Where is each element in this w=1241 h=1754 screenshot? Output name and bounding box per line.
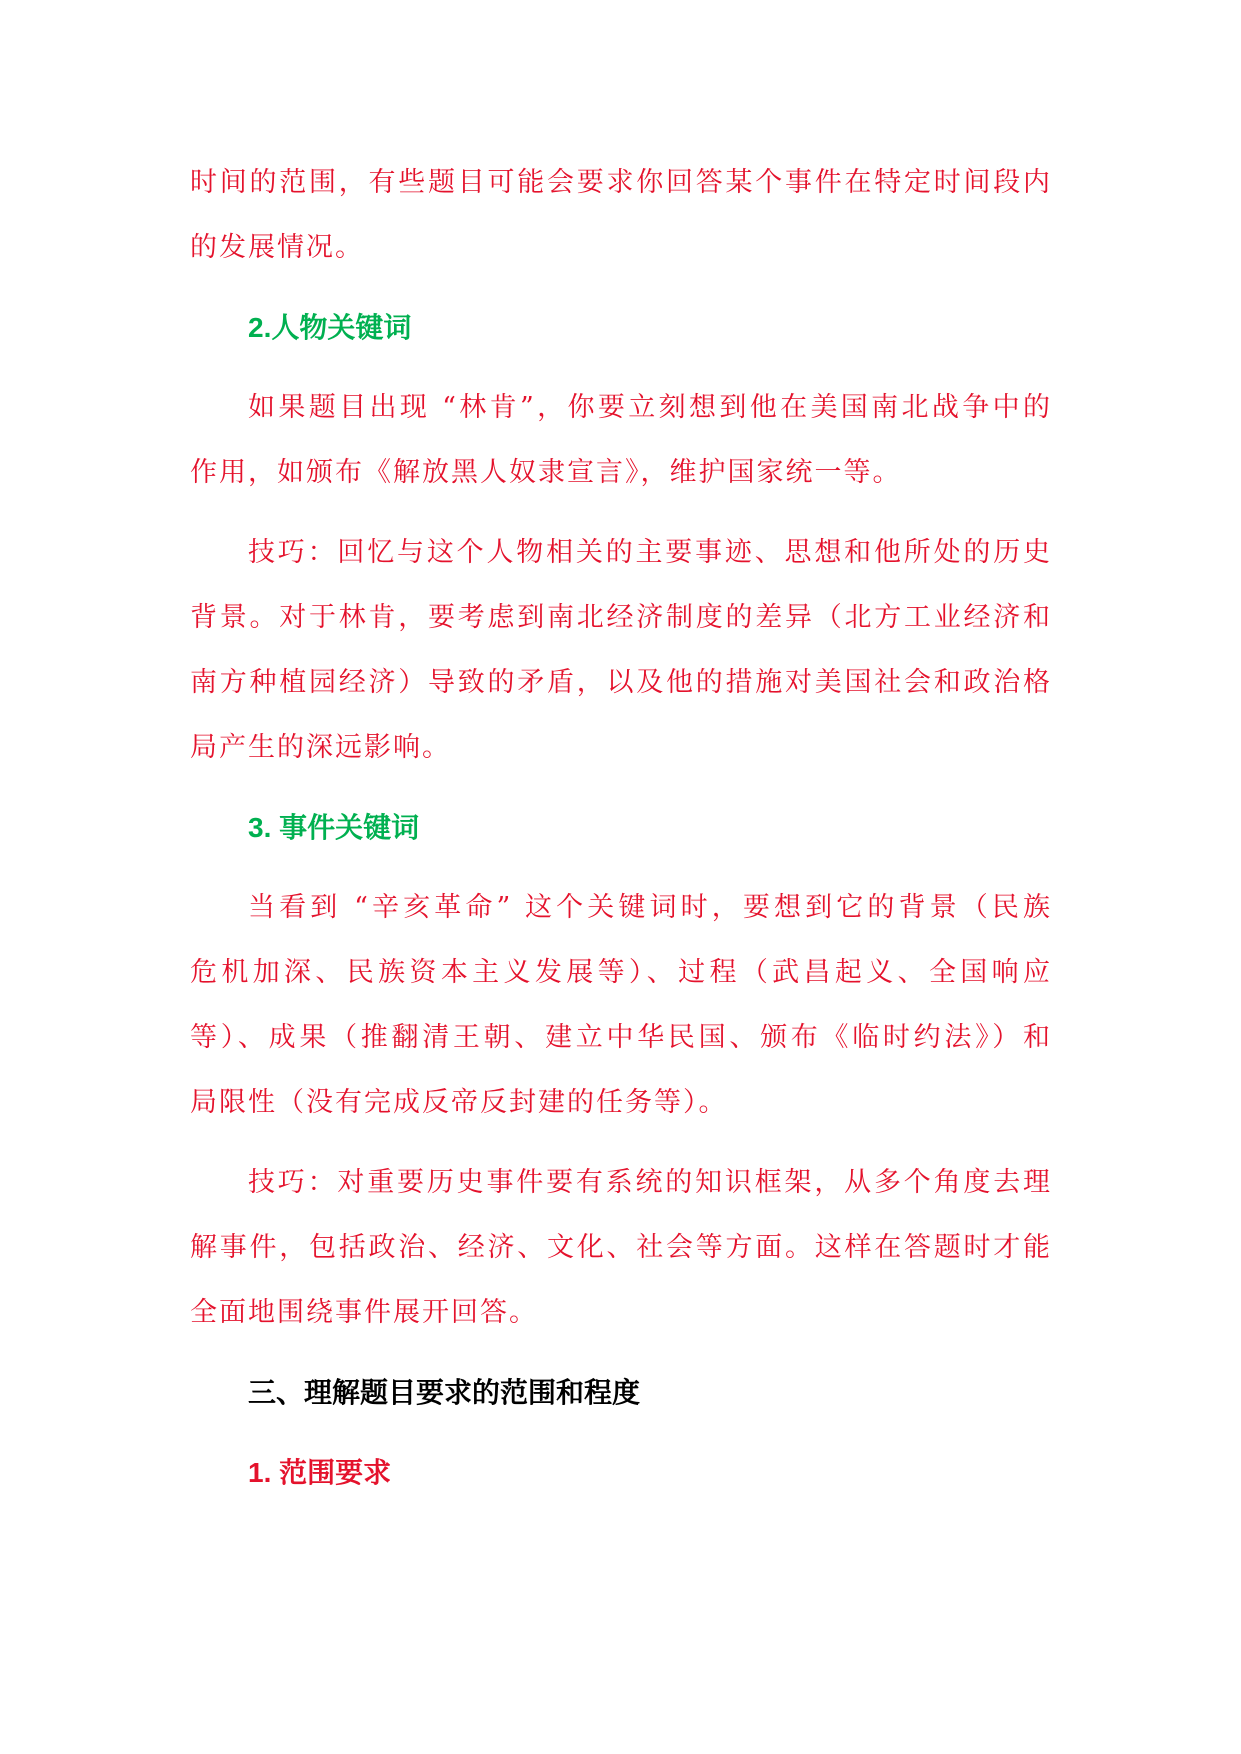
- paragraph-line: 时间的范围，有些题目可能会要求你回答某个事件在特定时间段内: [190, 167, 1052, 198]
- paragraph-line: 解事件，包括政治、经济、文化、社会等方面。这样在答题时才能: [190, 1232, 1052, 1263]
- heading-event-keywords: 3. 事件关键词: [248, 812, 420, 843]
- paragraph-line: 如果题目出现 “林肯”，你要立刻想到他在美国南北战争中的: [248, 392, 1052, 423]
- person-keywords-example-paragraph: [190, 375, 1052, 505]
- event-keywords-example-paragraph: [190, 875, 1052, 1135]
- paragraph-line: 当看到 “辛亥革命” 这个关键词时，要想到它的背景（民族: [248, 892, 1052, 923]
- paragraph-line: 危机加深、民族资本主义发展等）、过程（武昌起义、全国响应: [190, 957, 1052, 988]
- paragraph-line: 等）、成果（推翻清王朝、建立中华民国、颁布《临时约法》）和: [190, 1022, 1052, 1053]
- event-keywords-tip-paragraph: [190, 1150, 1052, 1345]
- paragraph-line: 局产生的深远影响。: [190, 732, 451, 763]
- paragraph-line: 局限性（没有完成反帝反封建的任务等）。: [190, 1087, 728, 1118]
- heading-part-three: 三、理解题目要求的范围和程度: [248, 1377, 641, 1408]
- paragraph-line: 技巧：回忆与这个人物相关的主要事迹、思想和他所处的历史: [248, 537, 1052, 568]
- paragraph-line: 全面地围绕事件展开回答。: [190, 1297, 538, 1328]
- paragraph-line: 背景。对于林肯，要考虑到南北经济制度的差异（北方工业经济和: [190, 602, 1052, 633]
- paragraph-line: 的发展情况。: [190, 232, 364, 263]
- paragraph-line: 作用，如颁布《解放黑人奴隶宣言》，维护国家统一等。: [190, 457, 902, 488]
- heading-scope-requirements: 1. 范围要求: [248, 1457, 392, 1488]
- person-keywords-tip-paragraph: [190, 520, 1052, 780]
- heading-person-keywords: 2.人物关键词: [248, 312, 412, 343]
- paragraph-line: 南方种植园经济）导致的矛盾，以及他的措施对美国社会和政治格: [190, 667, 1052, 698]
- paragraph-line: 技巧：对重要历史事件要有系统的知识框架，从多个角度去理: [248, 1167, 1052, 1198]
- continued-paragraph: [190, 150, 1052, 280]
